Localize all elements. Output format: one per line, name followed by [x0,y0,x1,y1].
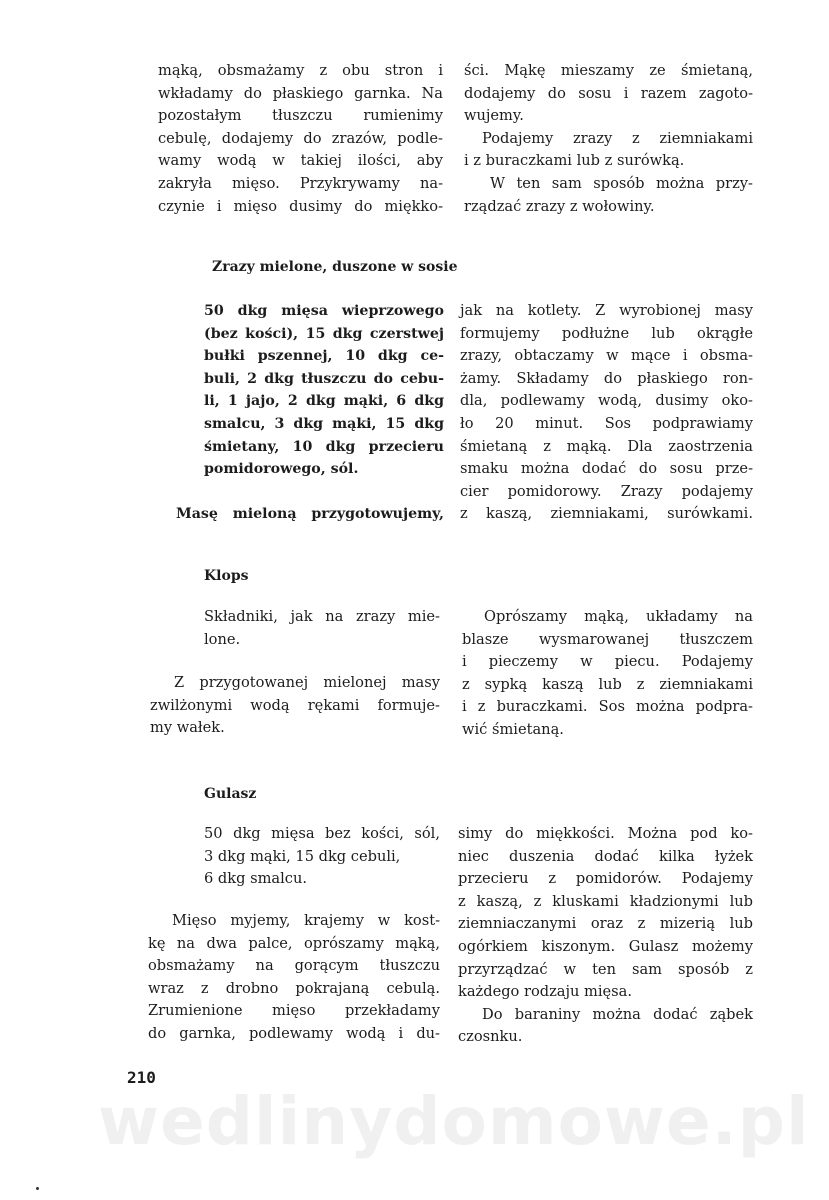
gulasz-right-column [458,823,753,1049]
text-line: smaku można dodać do sosu prze- [460,460,753,478]
top-left-column [158,60,443,218]
text-line: smalcu, 3 dkg mąki, 15 dkg [204,415,444,432]
gulasz-text-left [148,910,440,1046]
text-line: rządzać zrazy z wołowiny. [464,197,655,215]
text-line: przyrządzać w ten sam sposób z [458,960,753,978]
text-line: 6 dkg smalcu. [204,870,307,888]
text-line: wić śmietaną. [462,720,564,738]
zrazy-text-left [176,503,444,526]
text-line: wujemy. [464,107,524,125]
text-line: i pieczemy w piecu. Podajemy [462,653,753,671]
section-heading-klops: Klops [204,568,249,584]
text-line: 3 dkg mąki, 15 dkg cebuli, [204,847,401,865]
text-line: i z buraczkami lub z surówką. [464,152,685,170]
text-line: niec duszenia dodać kilka łyżek [458,847,753,865]
text-line: Zrumienione mięso przekładamy [148,1002,440,1020]
text-line: my wałek. [150,719,225,737]
text-line: mąką, obsmażamy z obu stron i [158,62,443,79]
text-line: żamy. Składamy do płaskiego ron- [460,369,753,387]
text-line: zwilżonymi wodą rękami formuje- [150,696,440,714]
text-line: z sypką kaszą lub z ziemniakami [462,675,753,693]
text-line: każdego rodzaju mięsa. [458,983,633,1001]
text-line: ści. Mąkę mieszamy ze śmietaną, [464,62,753,79]
text-line: przecieru z pomidorów. Podajemy [458,870,753,888]
text-line: Podajemy zrazy z ziemniakami [482,129,753,147]
text-line: Mięso myjemy, krajemy w kost- [172,912,440,929]
text-line: ło 20 minut. Sos podprawiamy [460,414,753,432]
text-line: z kaszą, z kluskami kładzionymi lub [458,892,753,910]
text-line: czynie i mięso dusimy do miękko- [158,197,443,215]
text-line: bułki pszennej, 10 dkg ce- [204,348,444,365]
text-line: jak na kotlety. Z wyrobionej masy [460,302,753,319]
text-line: śmietany, 10 dkg przecieru [204,438,444,455]
text-line: W ten sam sposób można przy- [490,174,753,192]
text-line: formujemy podłużne lub okrągłe [460,324,753,342]
text-line: do garnka, podlewamy wodą i du- [148,1024,440,1042]
text-line: śmietaną z mąką. Dla zaostrzenia [460,437,753,455]
text-line: pozostałym tłuszczu rumienimy [158,107,443,125]
text-line: dodajemy do sosu i razem zagoto- [464,84,753,102]
text-line: li, 1 jajo, 2 dkg mąki, 6 dkg [204,393,444,410]
text-line: zakryła mięso. Przykrywamy na- [158,174,443,192]
text-line: lone. [204,630,241,648]
text-line: Do baraniny można dodać ząbek [482,1005,753,1023]
text-line: 50 dkg mięsa wieprzowego [204,303,444,319]
klops-text-left [150,672,440,740]
speck [36,1187,39,1190]
text-line: obsmażamy na gorącym tłuszczu [148,957,440,975]
text-line: simy do miękkości. Można pod ko- [458,825,753,842]
section-heading-zrazy: Zrazy mielone, duszone w sosie [212,259,458,275]
text-line: dla, podlewamy wodą, dusimy oko- [460,392,753,410]
text-line: kę na dwa palce, oprószamy mąką, [148,934,440,952]
text-line: wkładamy do płaskiego garnka. Na [158,84,443,102]
klops-right-column [462,606,753,742]
text-line: (bez kości), 15 dkg czerstwej [204,325,444,342]
zrazy-right-column [460,300,753,526]
text-line: blasze wysmarowanej tłuszczem [462,630,753,648]
text-line: i z buraczkami. Sos można podpra- [462,698,753,716]
gulasz-ingredients [204,823,440,891]
klops-ingredients [204,606,440,651]
text-line: 50 dkg mięsa bez kości, sól, [204,825,440,842]
text-line: pomidorowego, sól. [204,461,359,478]
text-line: zrazy, obtaczamy w mące i obsma- [460,347,753,365]
text-line: ogórkiem kiszonym. Gulasz możemy [458,937,753,955]
watermark: wedlinydomowe.pl [98,1083,810,1160]
text-line: cebulę, dodajemy do zrazów, podle- [158,129,443,147]
page-number: 210 [127,1068,156,1087]
text-line: ziemniaczanymi oraz z mizerią lub [458,915,753,933]
text-line: Masę mieloną przygotowujemy, [176,506,444,522]
text-line: czosnku. [458,1028,523,1046]
zrazy-ingredients [204,300,444,481]
text-line: Z przygotowanej mielonej masy [174,674,440,691]
text-line: Oprószamy mąką, układamy na [484,608,753,625]
text-line: wraz z drobno pokrajaną cebulą. [148,979,440,997]
text-line: z kaszą, ziemniakami, surówkami. [460,505,753,523]
text-line: wamy wodą w takiej ilości, aby [158,152,443,170]
text-line: cier pomidorowy. Zrazy podajemy [460,482,753,500]
section-heading-gulasz: Gulasz [204,786,257,802]
text-line: buli, 2 dkg tłuszczu do cebu- [204,370,444,387]
top-right-column [464,60,753,218]
text-line: Składniki, jak na zrazy mie- [204,608,440,625]
